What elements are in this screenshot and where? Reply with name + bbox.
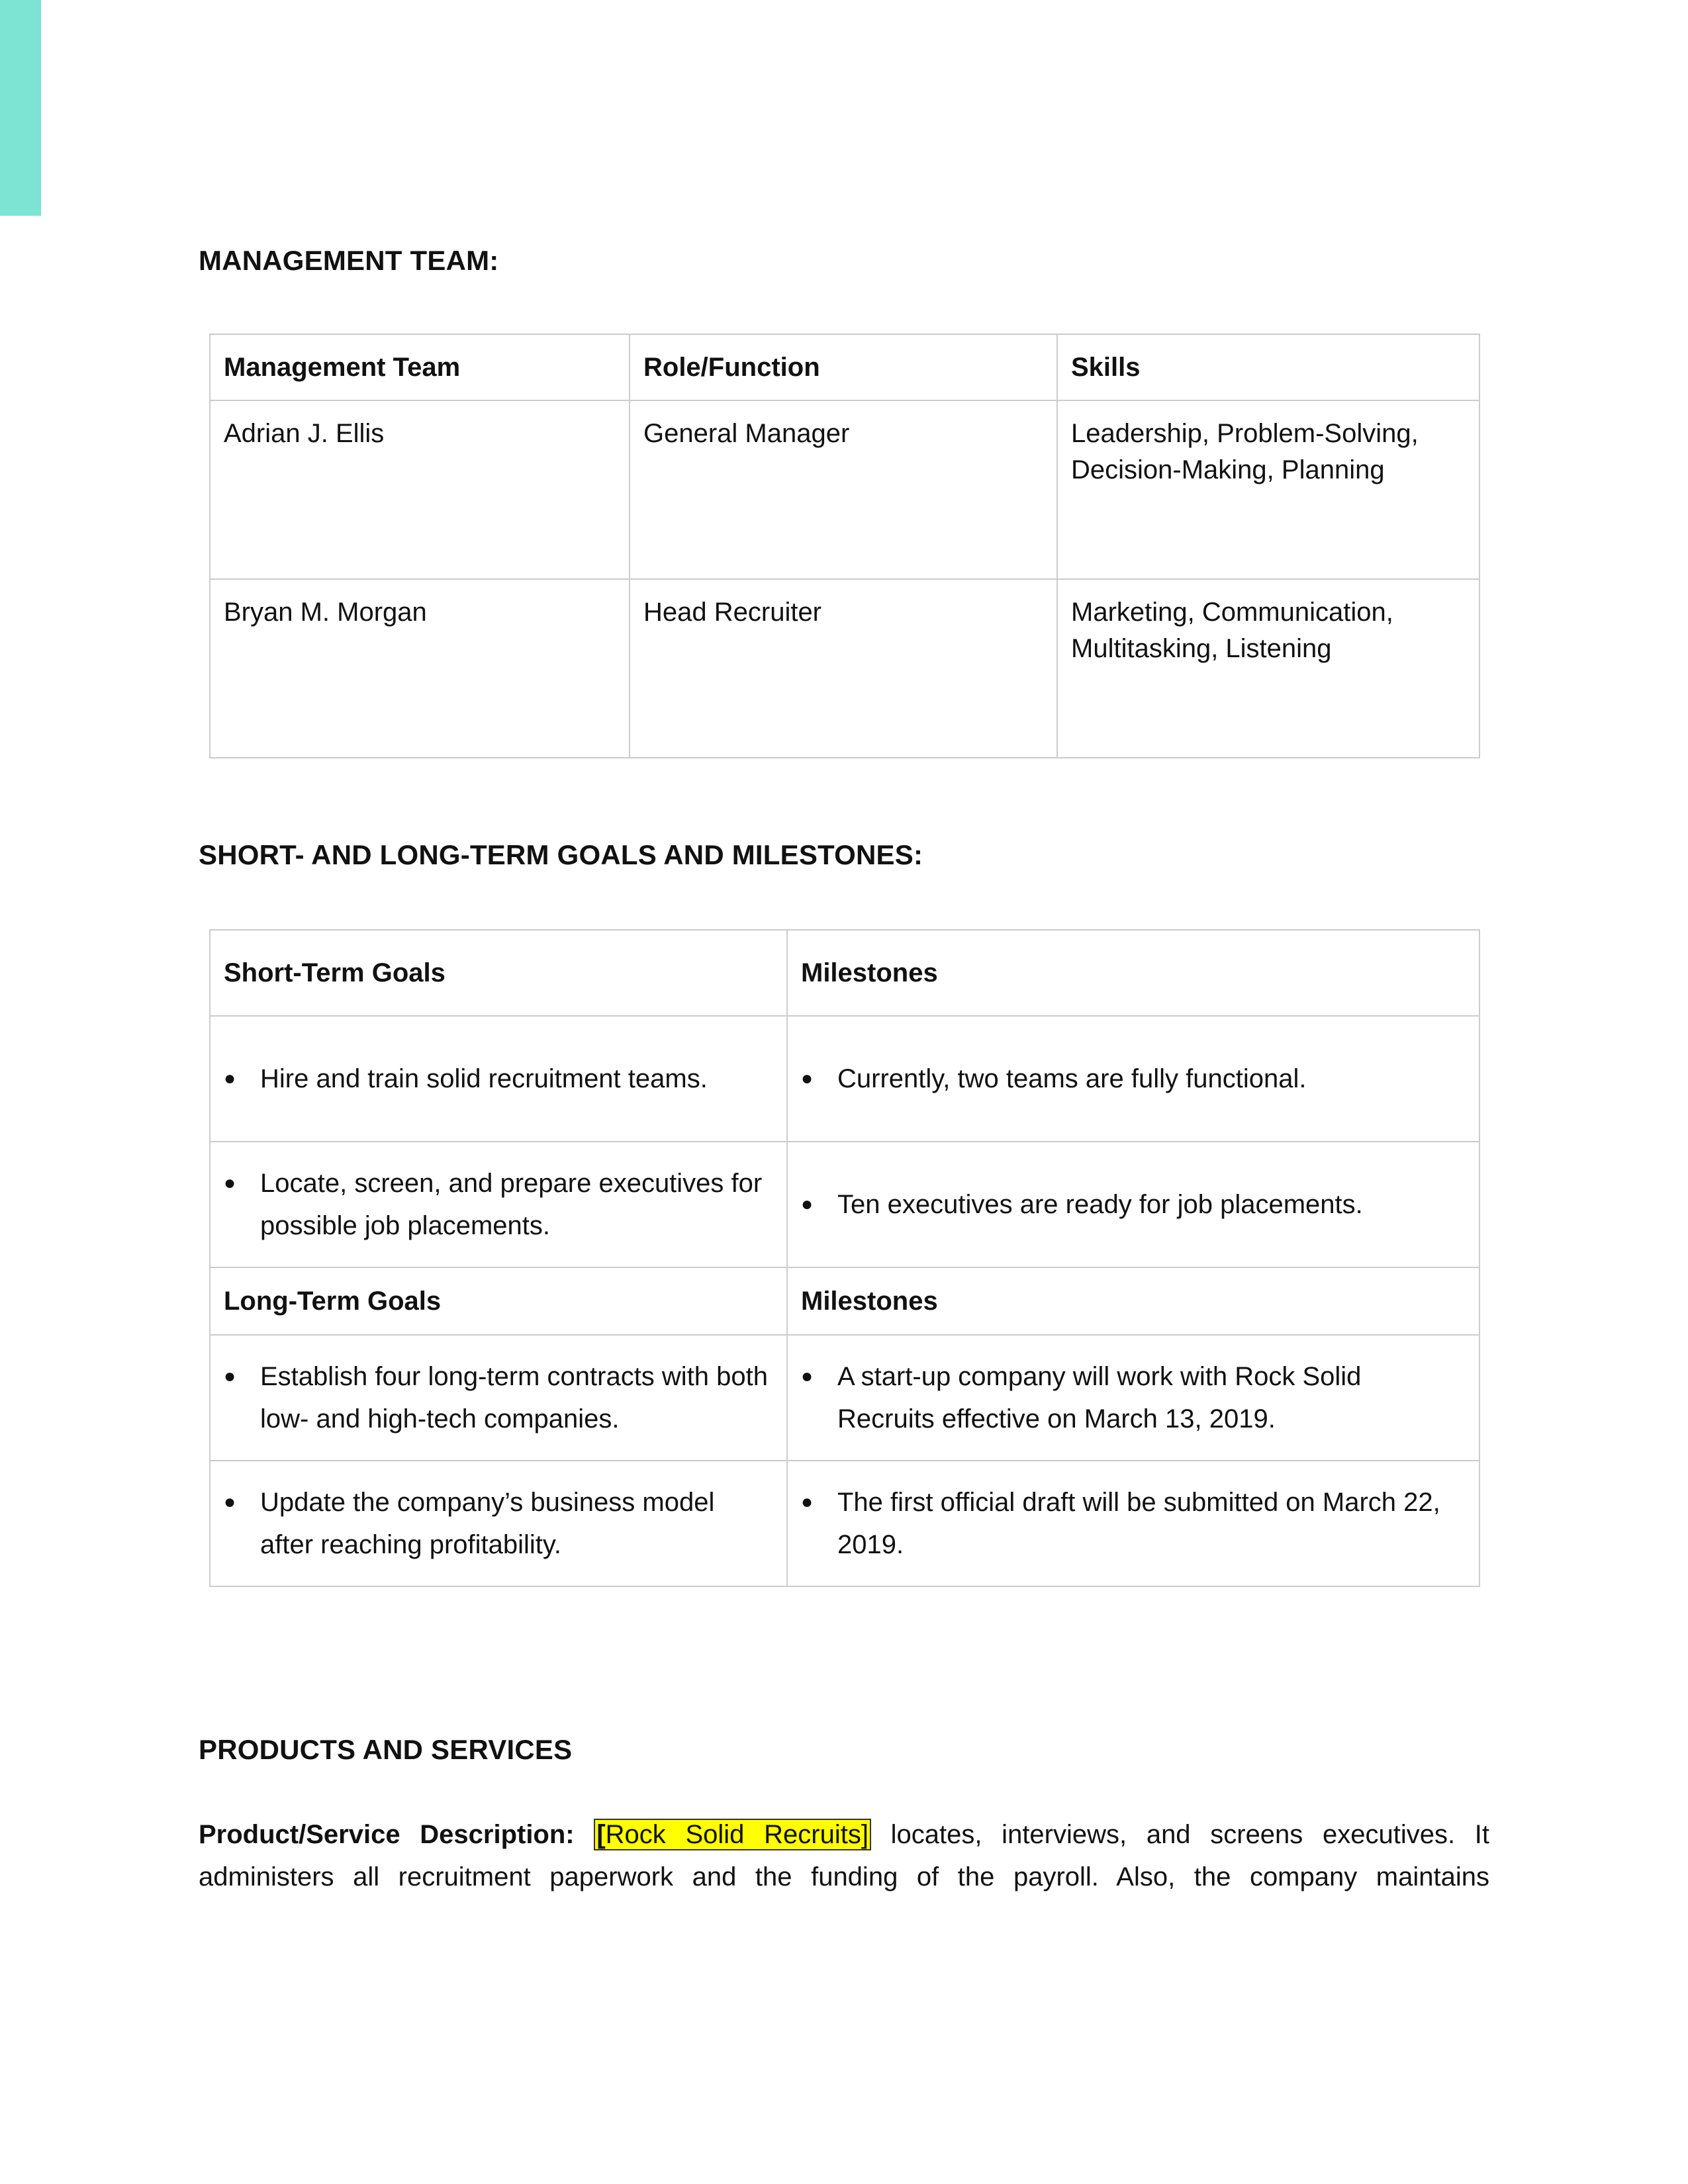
member-role: Head Recruiter (630, 579, 1057, 758)
milestones-header: Milestones (787, 930, 1479, 1016)
milestones-header: Milestones (787, 1267, 1479, 1335)
milestone-text: The first official draft will be submitted on March 22, 2019. (837, 1488, 1440, 1559)
bullet-icon: ● (801, 1491, 814, 1513)
goals-heading: SHORT- AND LONG-TERM GOALS AND MILESTONES: (199, 839, 923, 870)
goal-cell (210, 1461, 787, 1586)
column-header-role-function: Role/Function (630, 334, 1057, 400)
table-row (210, 1335, 1479, 1461)
column-header-management-team: Management Team (210, 334, 630, 400)
bullet-icon: ● (224, 1491, 236, 1513)
management-table (209, 334, 1480, 758)
bullet-icon: ● (224, 1068, 236, 1089)
bullet-icon: ● (801, 1068, 814, 1089)
company-name-highlight (594, 1819, 871, 1850)
column-header-skills: Skills (1057, 334, 1479, 400)
goal-cell (210, 1335, 787, 1461)
member-name: Bryan M. Morgan (210, 579, 630, 758)
milestone-text: Currently, two teams are fully functional. (837, 1064, 1307, 1093)
table-header-row (210, 1267, 1479, 1335)
table-header-row (210, 334, 1479, 400)
goals-table (209, 929, 1480, 1587)
bullet-icon: ● (224, 1172, 236, 1194)
member-skills: Marketing, Communication, Multitasking, Listening (1057, 579, 1479, 758)
table-row (210, 400, 1479, 579)
product-description-label: Product/Service Description: (199, 1820, 575, 1849)
product-description (199, 1813, 1489, 1898)
table-header-row (210, 930, 1479, 1016)
bullet-icon: ● (224, 1365, 236, 1387)
goal-cell (210, 1016, 787, 1142)
bullet-icon: ● (801, 1193, 814, 1215)
accent-bar (0, 0, 41, 216)
goal-text: Hire and train solid recruitment teams. (260, 1064, 708, 1093)
milestone-text: Ten executives are ready for job placements. (837, 1190, 1363, 1219)
highlight-bracket: [ (596, 1820, 606, 1849)
goal-cell (210, 1142, 787, 1267)
goal-text: Locate, screen, and prepare executives for possible job placements. (260, 1169, 763, 1240)
table-row (210, 1461, 1479, 1586)
table-row (210, 1142, 1479, 1267)
products-heading: PRODUCTS AND SERVICES (199, 1734, 573, 1765)
member-name: Adrian J. Ellis (210, 400, 630, 579)
goal-text: Establish four long-term contracts with both low- and high-tech companies. (260, 1362, 769, 1433)
management-heading: MANAGEMENT TEAM: (199, 245, 499, 276)
milestone-cell (787, 1461, 1479, 1586)
milestone-text: A start-up company will work with Rock Solid Recruits effective on March 13, 2019. (837, 1362, 1362, 1433)
bullet-icon: ● (801, 1365, 814, 1387)
milestone-cell (787, 1016, 1479, 1142)
short-term-goals-header: Short-Term Goals (210, 930, 787, 1016)
milestone-cell (787, 1335, 1479, 1461)
milestone-cell (787, 1142, 1479, 1267)
table-row (210, 579, 1479, 758)
long-term-goals-header: Long-Term Goals (210, 1267, 787, 1335)
table-row (210, 1016, 1479, 1142)
member-role: General Manager (630, 400, 1057, 579)
company-name: Rock Solid Recruits] (605, 1820, 868, 1849)
member-skills: Leadership, Problem-Solving, Decision-Making, Planning (1057, 400, 1479, 579)
product-description-body: locates, interviews, and screens executives. It administers all recruitment paperwork and the funding of the payroll. Also, the company maintains (199, 1820, 1490, 1891)
goal-text: Update the company’s business model after reaching profitability. (260, 1488, 715, 1559)
